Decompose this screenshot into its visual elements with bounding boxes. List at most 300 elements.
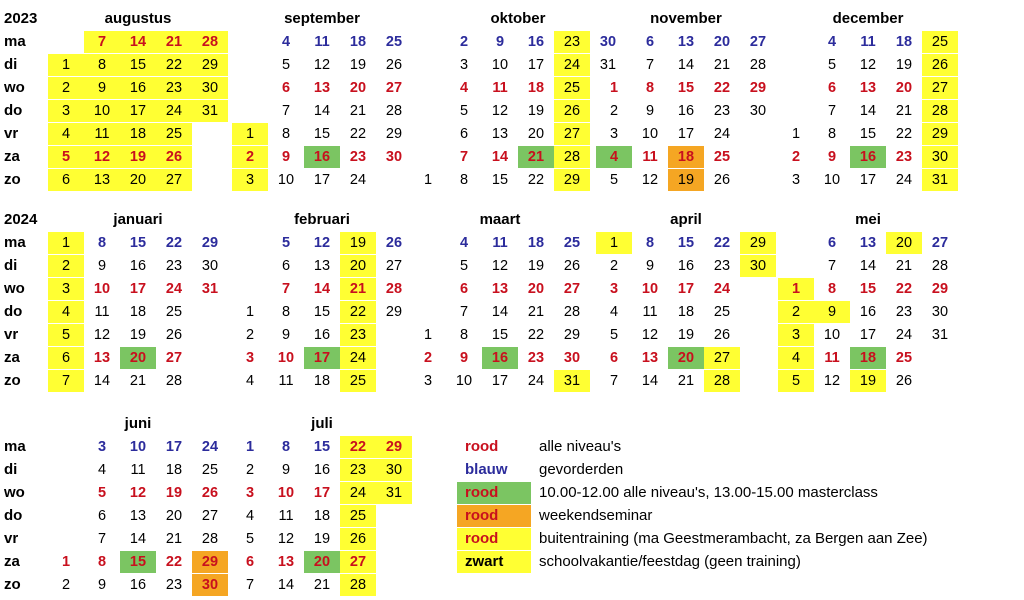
day-cell: 21 [895, 103, 913, 119]
day-cell: 18 [120, 123, 156, 145]
day-cell: 10 [129, 439, 147, 455]
day-cell: 30 [599, 34, 617, 50]
day-cell: 17 [313, 485, 331, 501]
legend-swatch: zwart [457, 551, 531, 573]
day-cell: 9 [97, 577, 107, 593]
day-cell: 26 [713, 172, 731, 188]
day-cell: 17 [859, 327, 877, 343]
day-cell: 7 [281, 281, 291, 297]
day-cell: 16 [482, 347, 518, 369]
day-cell: 16 [313, 327, 331, 343]
day-cell [192, 301, 228, 323]
day-cell: 4 [97, 462, 107, 478]
day-cell: 2 [232, 146, 268, 168]
day-cell: 4 [459, 235, 469, 251]
day-cell: 28 [165, 373, 183, 389]
day-cell: 20 [895, 80, 913, 96]
day-cell [740, 301, 776, 323]
day-cell: 20 [886, 232, 922, 254]
day-cell [192, 123, 228, 145]
day-cell: 26 [922, 54, 958, 76]
day-cell: 20 [668, 347, 704, 369]
day-cell: 2 [791, 149, 801, 165]
day-cell: 29 [385, 304, 403, 320]
day-cell: 1 [778, 278, 814, 300]
day-cell: 8 [827, 281, 837, 297]
month-name-november: november [650, 10, 722, 27]
day-cell [192, 324, 228, 346]
day-label-vr: vr [4, 530, 19, 547]
day-cell: 6 [459, 281, 469, 297]
day-cell: 20 [304, 551, 340, 573]
day-cell: 14 [277, 577, 295, 593]
day-cell: 4 [48, 123, 84, 145]
day-cell: 26 [385, 57, 403, 73]
day-cell: 15 [120, 551, 156, 573]
day-cell [376, 505, 412, 527]
day-cell: 27 [554, 123, 590, 145]
day-label-zo: zo [4, 171, 21, 188]
day-cell [376, 324, 412, 346]
day-cell: 8 [645, 235, 655, 251]
day-cell: 24 [156, 100, 192, 122]
day-cell: 30 [201, 258, 219, 274]
day-cell: 12 [93, 327, 111, 343]
day-cell: 11 [314, 34, 330, 50]
day-label-zo: zo [4, 372, 21, 389]
day-cell: 24 [554, 54, 590, 76]
day-cell: 18 [165, 462, 183, 478]
day-cell: 15 [677, 80, 695, 96]
day-cell: 21 [165, 531, 183, 547]
day-cell: 30 [740, 255, 776, 277]
day-cell: 8 [281, 126, 291, 142]
day-cell: 29 [201, 235, 219, 251]
day-cell: 28 [201, 531, 219, 547]
day-cell: 17 [677, 281, 695, 297]
day-cell [740, 324, 776, 346]
day-cell: 4 [609, 304, 619, 320]
day-cell: 30 [749, 103, 767, 119]
day-cell [232, 77, 268, 99]
day-cell: 18 [313, 508, 331, 524]
day-cell: 28 [385, 103, 403, 119]
day-cell: 1 [596, 232, 632, 254]
day-label-zo: zo [4, 576, 21, 593]
legend-swatch: rood [457, 482, 531, 504]
day-cell: 6 [459, 126, 469, 142]
day-cell: 21 [518, 146, 554, 168]
day-cell: 10 [277, 485, 295, 501]
day-cell: 21 [713, 57, 731, 73]
day-cell: 27 [385, 258, 403, 274]
day-cell [778, 54, 814, 76]
day-cell: 13 [277, 554, 295, 570]
day-cell: 16 [859, 304, 877, 320]
day-cell: 30 [931, 304, 949, 320]
day-cell: 4 [245, 373, 255, 389]
day-cell: 2 [609, 103, 619, 119]
day-cell [740, 146, 776, 168]
day-cell: 7 [281, 103, 291, 119]
day-cell: 5 [48, 146, 84, 168]
day-cell: 29 [554, 169, 590, 191]
day-cell: 26 [340, 528, 376, 550]
day-cell: 15 [313, 439, 331, 455]
day-cell: 18 [850, 347, 886, 369]
day-cell: 3 [48, 100, 84, 122]
day-cell: 12 [277, 531, 295, 547]
day-cell: 20 [165, 508, 183, 524]
day-cell: 24 [713, 126, 731, 142]
day-cell: 26 [201, 485, 219, 501]
day-cell: 10 [823, 327, 841, 343]
legend-text: schoolvakantie/feestdag (geen training) [539, 553, 801, 570]
day-cell: 25 [713, 304, 731, 320]
day-cell: 18 [313, 373, 331, 389]
day-cell: 2 [48, 77, 84, 99]
day-cell: 11 [642, 304, 658, 320]
day-cell: 30 [192, 77, 228, 99]
month-name-maart: maart [479, 211, 521, 228]
day-cell: 4 [281, 34, 291, 50]
day-cell: 25 [922, 31, 958, 53]
day-cell: 25 [340, 505, 376, 527]
legend-text: alle niveau's [539, 438, 622, 455]
day-cell [192, 146, 228, 168]
day-cell: 24 [527, 373, 545, 389]
day-cell: 3 [423, 373, 433, 389]
day-cell: 18 [668, 146, 704, 168]
day-cell: 6 [827, 80, 837, 96]
month-name-mei: mei [855, 211, 881, 228]
day-cell: 10 [641, 126, 659, 142]
day-cell [740, 123, 776, 145]
day-cell: 20 [349, 80, 367, 96]
day-cell: 26 [895, 373, 913, 389]
day-cell: 12 [859, 57, 877, 73]
day-cell: 22 [340, 436, 376, 458]
day-cell: 12 [641, 172, 659, 188]
day-cell: 22 [156, 54, 192, 76]
day-cell: 17 [491, 373, 509, 389]
day-label-ma: ma [4, 438, 26, 455]
day-cell: 19 [340, 232, 376, 254]
day-cell: 3 [97, 439, 107, 455]
day-cell: 16 [677, 258, 695, 274]
legend-swatch: rood [465, 438, 499, 455]
day-cell: 1 [609, 80, 619, 96]
day-label-vr: vr [4, 125, 19, 142]
day-cell [410, 100, 446, 122]
day-cell: 7 [645, 57, 655, 73]
day-cell: 28 [931, 258, 949, 274]
day-cell: 26 [713, 327, 731, 343]
day-cell: 25 [156, 123, 192, 145]
day-cell: 19 [129, 327, 147, 343]
day-cell: 21 [129, 373, 147, 389]
day-cell: 2 [778, 301, 814, 323]
day-cell: 8 [281, 304, 291, 320]
day-cell: 31 [192, 100, 228, 122]
day-cell: 7 [827, 103, 837, 119]
day-cell: 22 [713, 80, 731, 96]
day-cell [410, 232, 446, 254]
day-label-do: do [4, 507, 23, 524]
day-cell: 17 [313, 172, 331, 188]
day-cell [376, 551, 412, 573]
day-cell: 28 [704, 370, 740, 392]
day-cell: 2 [48, 255, 84, 277]
day-cell [376, 169, 412, 191]
day-cell [410, 123, 446, 145]
day-cell: 24 [349, 172, 367, 188]
day-cell [596, 31, 632, 53]
day-cell: 25 [165, 304, 183, 320]
day-cell: 2 [245, 327, 255, 343]
day-cell: 11 [824, 350, 840, 366]
day-cell: 17 [859, 172, 877, 188]
day-cell: 18 [349, 34, 367, 50]
day-cell: 12 [491, 258, 509, 274]
day-cell: 20 [340, 255, 376, 277]
day-cell: 14 [129, 531, 147, 547]
day-cell: 24 [340, 482, 376, 504]
day-cell [410, 278, 446, 300]
day-cell: 20 [713, 34, 731, 50]
day-cell: 22 [895, 126, 913, 142]
day-cell: 24 [340, 347, 376, 369]
month-name-december: december [832, 10, 904, 27]
day-cell: 27 [201, 508, 219, 524]
day-cell: 2 [61, 577, 71, 593]
day-cell: 13 [641, 350, 659, 366]
day-cell: 6 [609, 350, 619, 366]
month-name-april: april [670, 211, 702, 228]
day-cell: 19 [527, 103, 545, 119]
day-label-di: di [4, 56, 18, 73]
day-cell: 7 [459, 149, 469, 165]
day-cell: 20 [527, 281, 545, 297]
day-cell: 13 [859, 235, 877, 251]
day-cell: 10 [455, 373, 473, 389]
day-cell: 22 [527, 327, 545, 343]
day-cell: 14 [491, 149, 509, 165]
day-cell [410, 146, 446, 168]
day-cell: 25 [201, 462, 219, 478]
day-cell: 12 [313, 57, 331, 73]
day-cell [778, 100, 814, 122]
day-cell: 18 [129, 304, 147, 320]
day-cell: 5 [459, 103, 469, 119]
day-cell: 9 [827, 149, 837, 165]
day-cell: 27 [340, 551, 376, 573]
day-cell: 1 [423, 327, 433, 343]
day-cell: 15 [491, 327, 509, 343]
day-label-wo: wo [4, 484, 25, 501]
day-cell: 14 [120, 31, 156, 53]
day-cell: 3 [609, 126, 619, 142]
day-cell: 13 [313, 258, 331, 274]
day-label-do: do [4, 102, 23, 119]
day-cell: 8 [97, 554, 107, 570]
day-cell: 7 [459, 304, 469, 320]
day-label-ma: ma [4, 33, 26, 50]
day-cell: 9 [645, 258, 655, 274]
day-cell: 11 [94, 304, 110, 320]
day-cell: 4 [596, 146, 632, 168]
day-cell: 8 [459, 172, 469, 188]
day-cell: 2 [423, 350, 433, 366]
day-cell: 3 [778, 324, 814, 346]
day-cell: 24 [895, 327, 913, 343]
day-cell: 14 [641, 373, 659, 389]
day-cell: 12 [313, 235, 331, 251]
day-cell: 24 [895, 172, 913, 188]
day-label-wo: wo [4, 79, 25, 96]
day-cell [922, 347, 958, 369]
day-cell: 15 [859, 281, 877, 297]
day-cell: 3 [232, 169, 268, 191]
day-cell: 16 [850, 146, 886, 168]
day-cell: 22 [165, 235, 183, 251]
day-cell: 6 [48, 347, 84, 369]
day-cell: 11 [84, 123, 120, 145]
day-cell: 20 [120, 169, 156, 191]
day-cell: 30 [385, 149, 403, 165]
day-cell: 28 [554, 146, 590, 168]
day-cell: 13 [677, 34, 695, 50]
day-cell: 24 [165, 281, 183, 297]
day-label-za: za [4, 349, 20, 366]
day-cell: 15 [120, 54, 156, 76]
day-cell: 18 [527, 80, 545, 96]
day-cell: 9 [645, 103, 655, 119]
day-cell: 7 [609, 373, 619, 389]
day-cell: 16 [527, 34, 545, 50]
day-cell: 23 [895, 149, 913, 165]
day-cell: 10 [93, 281, 111, 297]
day-cell: 5 [459, 258, 469, 274]
day-cell [410, 77, 446, 99]
day-cell: 23 [554, 31, 590, 53]
day-cell: 16 [313, 462, 331, 478]
day-label-vr: vr [4, 326, 19, 343]
day-label-ma: ma [4, 234, 26, 251]
day-cell: 16 [677, 103, 695, 119]
month-name-juni: juni [124, 415, 152, 432]
day-cell: 24 [713, 281, 731, 297]
day-cell: 4 [827, 34, 837, 50]
day-cell [922, 370, 958, 392]
day-cell: 16 [304, 146, 340, 168]
day-cell [376, 528, 412, 550]
day-cell: 13 [93, 350, 111, 366]
day-cell: 13 [84, 169, 120, 191]
day-cell [376, 574, 412, 596]
day-cell: 29 [740, 232, 776, 254]
day-cell [740, 347, 776, 369]
day-cell [48, 482, 84, 504]
day-cell: 15 [313, 126, 331, 142]
day-cell: 31 [599, 57, 617, 73]
day-cell: 22 [527, 172, 545, 188]
day-cell: 6 [281, 80, 291, 96]
day-cell: 1 [48, 232, 84, 254]
day-cell: 5 [48, 324, 84, 346]
day-cell: 31 [201, 281, 219, 297]
day-cell: 21 [340, 278, 376, 300]
day-cell: 14 [93, 373, 111, 389]
day-cell: 11 [492, 235, 508, 251]
day-cell: 9 [281, 149, 291, 165]
month-name-oktober: oktober [490, 10, 546, 27]
day-cell: 23 [340, 459, 376, 481]
day-cell: 19 [165, 485, 183, 501]
day-cell: 7 [245, 577, 255, 593]
day-cell: 12 [84, 146, 120, 168]
day-cell [740, 370, 776, 392]
day-cell: 19 [850, 370, 886, 392]
day-cell: 21 [313, 577, 331, 593]
day-cell: 14 [313, 103, 331, 119]
day-cell: 17 [527, 57, 545, 73]
day-cell [232, 31, 268, 53]
legend-text: weekendseminar [539, 507, 653, 524]
day-cell: 26 [165, 327, 183, 343]
day-cell: 30 [376, 459, 412, 481]
day-label-wo: wo [4, 280, 25, 297]
day-cell: 18 [527, 235, 545, 251]
day-cell: 13 [491, 126, 509, 142]
day-cell: 27 [165, 350, 183, 366]
day-cell: 6 [245, 554, 255, 570]
day-cell: 12 [641, 327, 659, 343]
day-cell: 27 [704, 347, 740, 369]
day-cell: 29 [931, 281, 949, 297]
day-cell [778, 31, 814, 53]
day-cell: 26 [156, 146, 192, 168]
day-cell: 26 [554, 100, 590, 122]
day-cell: 1 [48, 54, 84, 76]
day-cell: 5 [609, 172, 619, 188]
day-cell: 4 [48, 301, 84, 323]
day-cell: 9 [281, 327, 291, 343]
day-cell: 31 [376, 482, 412, 504]
day-cell: 28 [385, 281, 403, 297]
day-cell: 15 [491, 172, 509, 188]
day-cell: 28 [340, 574, 376, 596]
day-cell: 7 [97, 531, 107, 547]
day-cell [778, 232, 814, 254]
day-cell: 26 [385, 235, 403, 251]
day-cell: 10 [491, 57, 509, 73]
day-cell: 11 [130, 462, 146, 478]
day-cell: 7 [48, 370, 84, 392]
day-cell: 5 [97, 485, 107, 501]
day-cell: 2 [609, 258, 619, 274]
day-cell: 13 [859, 80, 877, 96]
day-cell: 14 [859, 258, 877, 274]
day-cell: 16 [129, 577, 147, 593]
day-cell [192, 347, 228, 369]
day-cell: 1 [423, 172, 433, 188]
day-cell: 27 [156, 169, 192, 191]
day-cell: 12 [129, 485, 147, 501]
day-cell: 27 [385, 80, 403, 96]
day-cell: 14 [491, 304, 509, 320]
day-cell: 21 [895, 258, 913, 274]
